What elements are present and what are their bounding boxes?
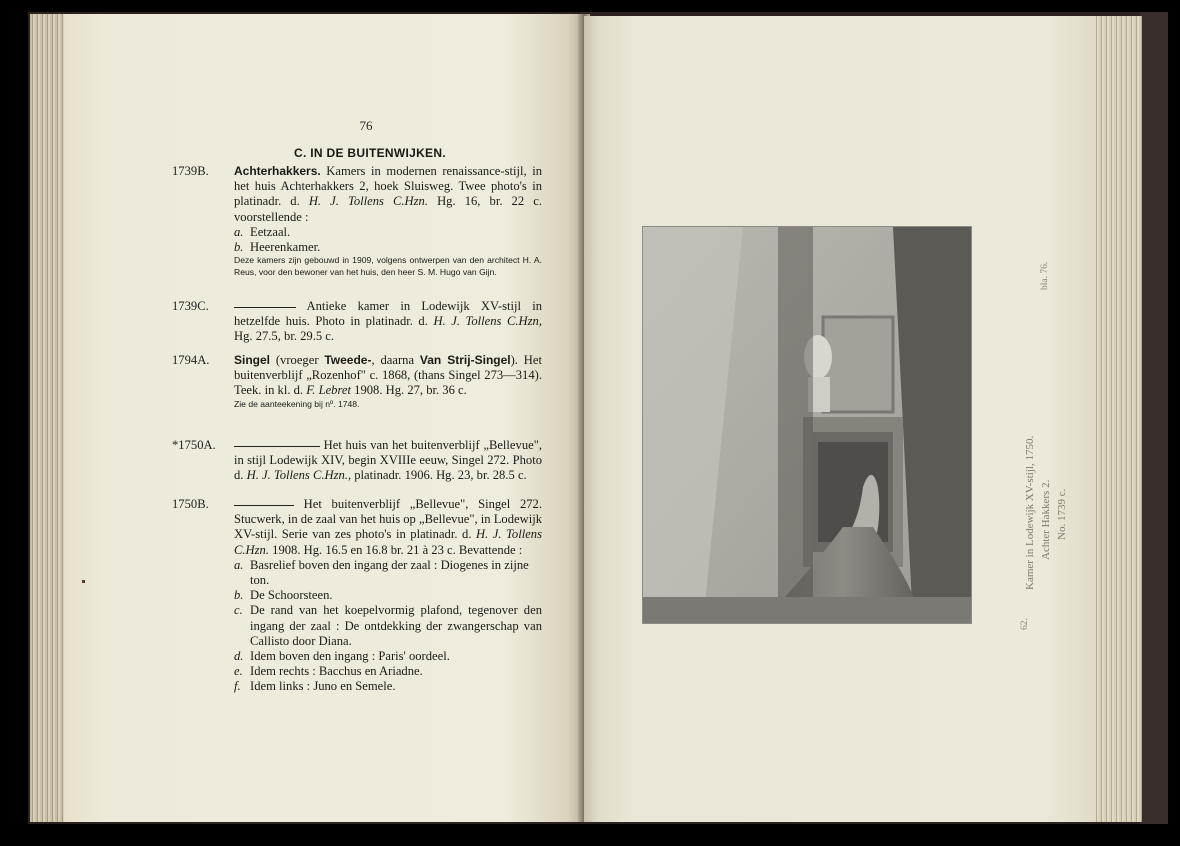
- entry-heading: Singel: [234, 353, 271, 367]
- list-item: c. De rand van het koepelvormig plafond, tegenover den ingang der zaal : De ontdekking der zwangerschap van Callisto door Diana.: [234, 603, 542, 648]
- entry-number: 1750B.: [172, 497, 209, 511]
- artist: F. Lebret: [306, 383, 351, 398]
- list-item: e. Idem rechts : Bacchus en Ariadne.: [234, 664, 423, 679]
- entry-heading: Achterhakkers.: [234, 164, 321, 178]
- caption-address: Achter Hakkers 2.: [1040, 479, 1052, 560]
- entry-number: 1739B.: [172, 164, 209, 178]
- entry-text: Singel (vroeger Tweede-, daarna Van Strij-Singel). Het buitenverblijf „Rozenhof" c. 1868, (thans Singel 273—314). Teek. in kl. d. F. Lebret 1908. Hg. 27, br. 36 c.: [234, 353, 542, 398]
- entry-note: Deze kamers zijn gebouwd in 1909, volgens ontwerpen van den architect H. A. Reus, voor den bewoner van het huis, den heer S. M. Hugo van Gijn.: [234, 255, 542, 277]
- entry-1750b: [172, 497, 542, 695]
- list-item: a. Eetzaal.: [234, 224, 291, 239]
- entry-1750a: [172, 438, 542, 484]
- entry-1739c: [172, 299, 542, 345]
- caption-title: Kamer in Lodewijk XV-stijl, 1750.: [1024, 435, 1036, 590]
- list-item: a. Basrelief boven den ingang der zaal : Diogenes in zijne ton.: [234, 557, 529, 588]
- right-page-edges: [1094, 16, 1142, 822]
- list-item: d. Idem boven den ingang : Paris' oordeel.: [234, 649, 450, 664]
- entry-text: Achterhakkers. Kamers in modernen renaissance-stijl, in het huis Achterhakkers 2, hoek Sluisweg. Twee photo's in platinadr. d. H. J. Tollens C.Hzn. Hg. 16, br. 22 c. voorstellende :: [234, 164, 542, 224]
- photographer: H. J. Tollens C.Hzn,: [433, 314, 542, 329]
- entry-text: Antieke kamer in Lodewijk XV-stijl in hetzelfde huis. Photo in platinadr. d. H. J. Tollens C.Hzn, Hg. 27.5, br. 29.5 c.: [234, 299, 542, 344]
- page-number: 76: [359, 118, 373, 133]
- photographer: H. J. Tollens C.Hzn.: [308, 194, 428, 209]
- photo-drawing: [643, 227, 971, 623]
- list-item: f. Idem links : Juno en Semele.: [234, 679, 396, 694]
- entry-number: 1794A.: [172, 353, 210, 367]
- entry-1794a: [172, 353, 542, 410]
- page-reference: bla. 76.: [1040, 261, 1050, 290]
- entry-1739b: [172, 164, 542, 278]
- ditto-dash: [234, 505, 294, 506]
- caption-number: No. 1739 c.: [1056, 488, 1068, 540]
- entry-number: *1750A.: [172, 438, 216, 452]
- right-cover: [1140, 12, 1168, 824]
- photographer: H. J. Tollens C.Hzn.,: [246, 468, 352, 483]
- photo-caption: [1020, 230, 1068, 630]
- plate-number: 62.: [1020, 618, 1030, 630]
- photographer: H. J. Tollens C.Hzn.: [234, 527, 542, 557]
- ditto-dash: [234, 446, 320, 447]
- page-speck: [82, 580, 85, 583]
- entry-text: Het huis van het buitenverblijf „Bellevue", in stijl Lodewijk XIV, begin XVIIIe eeuw, Singel 272. Photo d. H. J. Tollens C.Hzn., platinadr. 1906. Hg. 23, br. 28.5 c.: [234, 438, 542, 483]
- interior-photo: [642, 226, 972, 624]
- entry-text: Het buitenverblijf „Bellevue", Singel 272. Stucwerk, in de zaal van het huis op „Bellevue", in Lodewijk XV-stijl. Serie van zes photo's in platinadr. d. H. J. Tollens C.Hzn. 1908. Hg. 16.5 en 16.8 br. 21 à 23 c. Bevattende :: [234, 497, 543, 557]
- entry-number: 1739C.: [172, 299, 209, 313]
- entry-note: Zie de aanteekening bij nº. 1748.: [234, 398, 360, 409]
- list-item: b. De Schoorsteen.: [234, 588, 333, 603]
- left-page: [64, 14, 584, 822]
- section-title: C. IN DE BUITENWIJKEN.: [294, 146, 446, 160]
- list-item: b. Heerenkamer.: [234, 240, 321, 255]
- ditto-dash: [234, 307, 296, 308]
